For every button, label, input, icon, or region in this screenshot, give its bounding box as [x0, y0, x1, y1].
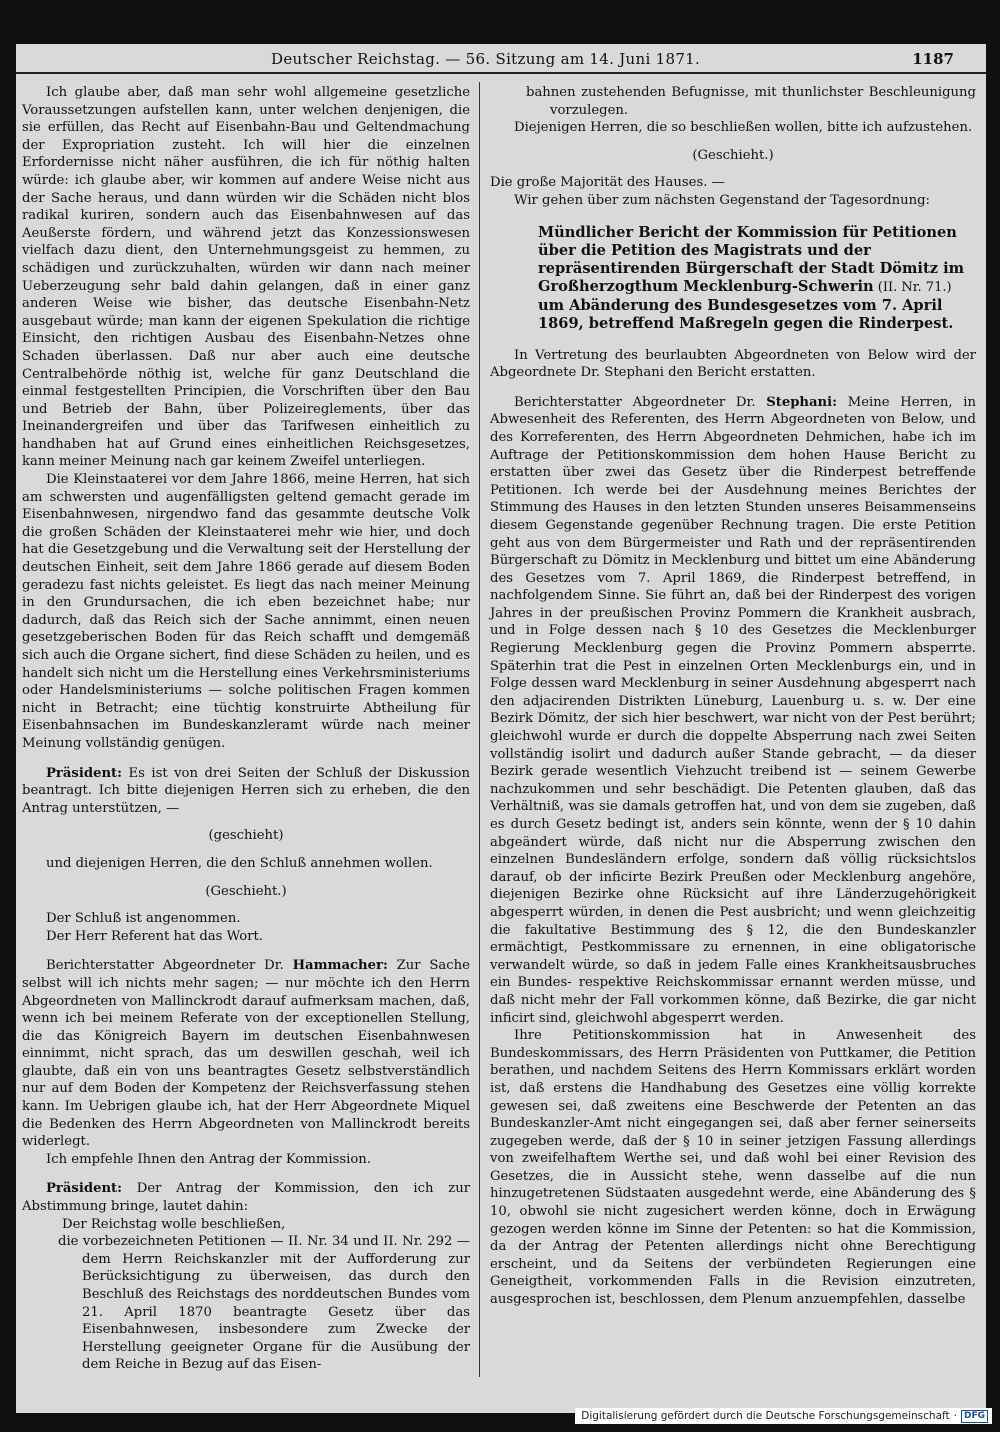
page-number: 1187: [912, 50, 954, 68]
speaker-name: Präsident:: [46, 1181, 123, 1197]
agenda-heading: Mündlicher Bericht der Kommission für Petitionen über die Petition des Magistrats und der repräsentirenden Bürgerschaft der Stadt Dömitz im Großherzogthum Mecklenburg-Schwerin (II. Nr. 71.) um Abänderung des Bundesgesetzes vom 7. April 1869, betreffend Maßregeln gegen die Rinderpest.: [538, 223, 965, 332]
funding-footer: Digitalisierung gefördert durch die Deutsche Forschungsgemeinschaft · DFG: [575, 1408, 992, 1424]
paragraph: Die Kleinstaaterei vor dem Jahre 1866, meine Herren, hat sich am schwersten und augenfälligsten geltend gemacht gerade im Eisenbahnwesen, nirgendwo fand das gesammte deutsche Volk die großen Schäden der Kleinstaaterei mehr wie hier, und doch hat die Gesetzgebung und die Verwaltung seit der Herstellung der deutschen Einheit, seit dem Jahre 1866 gerade auf diesem Boden geradezu fast nichts geleistet. Es liegt das nach meiner Meinung in den Grundursachen, die ich eben bezeichnet habe; nur dadurch, daß das Reich sich der Sache annimmt, einen neuen gesetzgeberischen Boden für das Reich schafft und demgemäß sich auch die Organe sichert, find diese Schäden zu heilen, und es handelt sich nicht um die Herstellung eines Verkehrsministeriums oder Handelsministeriums — solche politischen Fragen kommen nicht in Betracht; eine tüchtig konstruirte Abtheilung für Eisenbahnsachen im Bundeskanzleramt würde nach meiner Meinung vollständig genügen.: [22, 472, 470, 751]
speaker-name: Präsident:: [46, 765, 123, 781]
stage-direction: (Geschieht.): [692, 147, 774, 163]
header-rule: [16, 72, 986, 74]
paragraph: Präsident: Der Antrag der Kommission, den ich zur Abstimmung bringe, lautet dahin:: [22, 1181, 470, 1215]
paragraph: In Vertretung des beurlaubten Abgeordneten von Below wird der Abgeordnete Dr. Stephani den Bericht erstatten.: [490, 347, 976, 381]
footer-text: Digitalisierung gefördert durch die Deutsche Forschungsgemeinschaft: [581, 1410, 950, 1422]
speaker-name: Stephani:: [766, 394, 838, 410]
paragraph: Ihre Petitionskommission hat in Anwesenheit des Bundeskommissars, des Herrn Präsidenten von Puttkamer, die Petition berathen, und nachdem Seitens des Herrn Kommissars erklärt worden ist, daß erstens die Handhabung des Gesetzes eine völlig korrekte gewesen sei, daß zweitens eine Beschwerde der Petenten an das Bundeskanzler-Amt nicht eingegangen sei, daß aber ferner seinerseits zugegeben werde, daß der § 10 in seiner jetzigen Fassung allerdings von zweifelhaftem Werthe sei, und daß wohl bei einer Revision des Gesetzes, die in Aussicht stehe, wenn dasselbe auf die nun hinzugetretenen Südstaaten ausgedehnt werde, eine Abänderung des § 10, obwohl sie nicht zugesichert werden könne, doch in Erwägung gezogen werden könne im Sinne der Petenten: so hat die Kommission, da der Antrag der Petenten allerdings nicht ohne Berechtigung erscheint, und da Seitens der verbündeten Regierungen eine Geneigtheit, vorkommenden Falls in die Revision einzutreten, ausgesprochen ist, beschlossen, dem Plenum anzuempfehlen, dasselbe: [490, 1028, 976, 1308]
paragraph: Die große Majorität des Hauses. —: [490, 175, 725, 191]
paragraph: Der Herr Referent hat das Wort.: [46, 928, 263, 944]
paragraph: Präsident: Es ist von drei Seiten der Schluß der Diskussion beantragt. Ich bitte diejenigen Herren sich zu erheben, die den Antrag unterstützen, —: [22, 765, 470, 816]
document-page: [16, 44, 986, 1413]
right-column: [490, 84, 976, 1309]
stage-direction: (Geschieht.): [205, 883, 287, 899]
speaker-name: Hammacher:: [292, 958, 388, 974]
paragraph: Ich empfehle Ihnen den Antrag der Kommission.: [46, 1151, 371, 1167]
motion-text: bahnen zustehenden Befugnisse, mit thunlichster Beschleunigung vorzulegen.: [526, 85, 976, 118]
paragraph: Diejenigen Herren, die so beschließen wollen, bitte ich aufzustehen.: [514, 120, 973, 136]
motion-text: die vorbezeichneten Petitionen — II. Nr. 34 und II. Nr. 292 — dem Herrn Reichskanzler mit der Aufforderung zur Berücksichtigung zu überweisen, das durch den Beschluß des Reichstags des norddeutschen Bundes vom 21. April 1870 beantragte Gesetz über das Eisenbahnwesen, insbesondere zum Zwecke der Herstellung geeigneter Organe für die Ausübung der dem Reiche in Bezug auf das Eisen-: [58, 1234, 470, 1373]
column-divider: [479, 82, 480, 1377]
paragraph: Berichterstatter Abgeordneter Dr. Hammacher: Zur Sache selbst will ich nichts mehr sagen; — nur möchte ich den Herrn Abgeordneten von Mallinckrodt darauf aufmerksam machen, daß, wenn ich bei meinem Referate von der exceptionellen Stellung, die das Königreich Bayern im deutschen Eisenbahnwesen einnimmt, nicht sprach, das um deswillen geschah, weil ich glaubte, daß ein von uns beantragtes Gesetz selbstverständlich nur auf dem Boden der Kompetenz der Reichsverfassung stehen kann. Im Uebrigen glaube ich, hat der Herr Abgeordnete Miquel die Bedenken des Herrn Abgeordneten von Mallinckrodt bereits widerlegt.: [22, 958, 470, 1150]
page-header: [16, 44, 986, 76]
paragraph: und diejenigen Herren, die den Schluß annehmen wollen.: [46, 855, 433, 871]
paragraph: Wir gehen über zum nächsten Gegenstand der Tagesordnung:: [514, 192, 931, 208]
left-column: [22, 84, 470, 1374]
paragraph: Berichterstatter Abgeordneter Dr. Stephani: Meine Herren, in Abwesenheit des Referenten, des Herrn Abgeordneten von Below, und des Korreferenten, des Herrn Abgeordneten Dehmichen, habe ich im Auftrage der Petitionskommission dem hohen Hause Bericht zu erstatten über zwei das Gesetz über die Rinderpest betreffende Petitionen. Ich werde bei der Ausdehnung meines Berichtes der Stimmung des Hauses in den letzten Stunden unseres Beisammenseins diesem Gegenstande gegenüber Rechnung tragen. Die erste Petition geht aus von dem Bürgermeister und Rath und der repräsentirenden Bürgerschaft zu Dömitz in Mecklenburg und bittet um eine Abänderung des Gesetzes vom 7. April 1869, die Rinderpest betreffend, in nachfolgendem Sinne. Sie führt an, daß bei der Rinderpest des vorigen Jahres in der preußischen Provinz Pommern die Krankheit ausbrach, und in Folge dessen nach § 10 des Gesetzes die Mecklenburger Regierung Mecklenburg gegen die Provinz Pommern absperrte. Späterhin trat die Pest in einzelnen Orten Mecklenburgs ein, und in Folge dessen ward Mecklenburg in seiner Ausdehnung abgesperrt nach den adjacirenden Distrikten Lüneburg, Lauenburg u. s. w. Der eine Bezirk Dömitz, der sich hier beschwert, war nicht von der Pest berührt; gleichwohl wurde er durch die doppelte Absperrung nach zwei Seiten vollständig isolirt und dadurch außer Stande gebracht, — da dieser Bezirk gerade wesentlich Viehzucht treibend ist — seinem Gewerbe nachzukommen und sehr beschädigt. Die Petenten glauben, daß das Verhältniß, was sie damals getroffen hat, und von dem sie zugeben, daß es durch Gesetz bedingt ist, anders sein könnte, wenn der § 10 dahin abgeändert würde, daß nicht nur die Absperrung zwischen den einzelnen Bundesländern erfolge, sondern daß völlig rücksichtslos darauf, ob der inficirte Bezirk Preußen oder Mecklenburg angehöre, diejenigen Bezirke ohne Rücksicht auf ihre Länderzugehörigkeit abgesperrt würden, in denen die Pest ausbricht; und wenn gleichzeitig die fakultative Bestimmung des § 12, die den Bundeskanzler ermächtigt, Pestkommissare zu ernennen, in eine obligatorische verwandelt würde, so daß in jedem Falle eines Krankheitsausbruches ein Bundes- respektive Reichskommissar ernannt werden müsse, und daß nicht mehr der Fall vorkommen könne, daß Bezirke, die gar nicht inficirt sind, gleichwohl abgesperrt werden.: [490, 394, 976, 1026]
stage-direction: (geschieht): [208, 828, 284, 844]
dfg-logo: DFG: [961, 1410, 988, 1423]
paragraph: Ich glaube aber, daß man sehr wohl allgemeine gesetzliche Voraussetzungen aufstellen kann, unter welchen denjenigen, die sie erfüllen, das Recht auf Eisenbahn-Bau und Geltendmachung der Expropriation zusteht. Ich will hier die einzelnen Erfordernisse nicht näher ausführen, die ich für nöthig halten würde: ich glaube aber, wir kommen auf andere Weise nicht aus der Sache heraus, und dann würden wir die Schäden nicht blos radikal kuriren, sondern auch das Eisenbahnwesen auf das Aeußerste fördern, und während jetzt das Konzessionswesen vielfach dazu dient, den Unternehmungsgeist zu hemmen, zu schädigen und zurückzuhalten, würden wir dann nach meiner Ueberzeugung sehr bald dahin gelangen, daß in einer ganz anderen Weise wie bisher, das deutsche Eisenbahn-Netz ausgebaut würde; man kann der eigenen Spekulation die richtige Einsicht, den richtigen Ausbau des Eisenbahn-Netzes ohne Schaden überlassen. Daß nur aber auch eine deutsche Centralbehörde nöthig ist, welche für ganz Deutschland die einmal festgestellten Principien, die Vorschriften über den Bau und Betrieb der Bahn, über Polizeireglements, über das Ineinandergreifen und über das Tarifwesen einheitlich zu handhaben hat auf Grund eines einheitlichen Reichsgesetzes, kann meiner Meinung nach gar keinem Zweifel unterliegen.: [22, 85, 470, 470]
page-title: Deutscher Reichstag. — 56. Sitzung am 14. Juni 1871.: [271, 50, 701, 68]
motion-line: Der Reichstag wolle beschließen,: [62, 1216, 286, 1232]
paragraph: Der Schluß ist angenommen.: [46, 911, 241, 927]
